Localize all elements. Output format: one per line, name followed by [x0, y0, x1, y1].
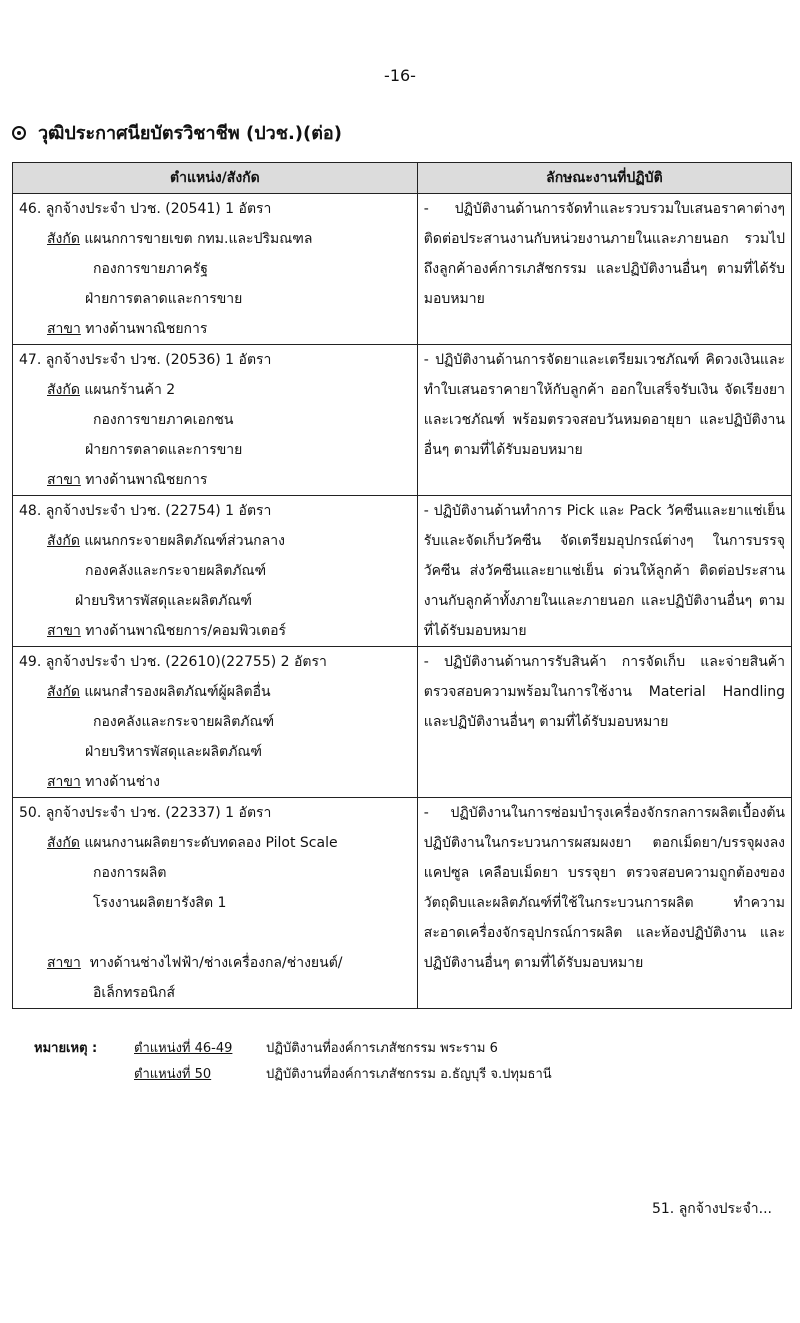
- org-division: กองการขายภาครัฐ: [93, 261, 208, 277]
- org-line: [19, 677, 411, 707]
- table-row: [13, 194, 792, 345]
- duties-cell: - ปฏิบัติงานด้านการรับสินค้า การจัดเก็บ และจ่ายสินค้า ตรวจสอบความพร้อมในการใช้งาน Material Handling และปฏิบัติงานอื่นๆ ตามที่ได้รับมอบหมาย: [417, 647, 791, 798]
- branch-line: [19, 314, 411, 344]
- section-heading: [12, 118, 342, 147]
- branch-name: ทางด้านพาณิชยการ: [85, 472, 208, 488]
- org-name: แผนกการขายเขต กทม.และปริมณฑล: [84, 231, 313, 247]
- column-header-position: ตำแหน่ง/สังกัด: [13, 163, 418, 194]
- position-cell: [13, 194, 418, 345]
- org-label: สังกัด: [47, 533, 80, 549]
- branch-line: [19, 465, 411, 495]
- page-number: -16-: [384, 66, 416, 85]
- org-division: กองคลังและกระจายผลิตภัณฑ์: [93, 714, 275, 730]
- org-division: กองคลังและกระจายผลิตภัณฑ์: [85, 563, 267, 579]
- position-title: 47. ลูกจ้างประจำ ปวช. (20536) 1 อัตรา: [19, 352, 272, 368]
- branch-name: ทางด้านพาณิชยการ/คอมพิวเตอร์: [85, 623, 286, 639]
- duties-cell: - ปฏิบัติงานด้านการจัดยาและเตรียมเวชภัณฑ์ คิดวงเงินและทำใบเสนอราคายาให้กับลูกค้า ออกใบเสร็จรับเงิน จัดเรียงยาและเวชภัณฑ์ พร้อมตรวจสอบวันหมดอายุยา และปฏิบัติงาน อื่นๆ ตามที่ได้รับมอบหมาย: [417, 345, 791, 496]
- org-name: แผนกงานผลิตยาระดับทดลอง Pilot Scale: [84, 835, 338, 851]
- note-value: ปฏิบัติงานที่องค์การเภสัชกรรม อ.ธัญบุรี จ.ปทุมธานี: [266, 1067, 552, 1082]
- org-department: โรงงานผลิตยารังสิต 1: [93, 895, 227, 911]
- table-row: [13, 647, 792, 798]
- note-row: [34, 1036, 552, 1062]
- position-title: 46. ลูกจ้างประจำ ปวช. (20541) 1 อัตรา: [19, 201, 272, 217]
- org-label: สังกัด: [47, 231, 80, 247]
- org-name: แผนกสำรองผลิตภัณฑ์ผู้ผลิตอื่น: [84, 684, 271, 700]
- branch-line: [19, 948, 411, 978]
- org-label: สังกัด: [47, 835, 80, 851]
- branch-label: สาขา: [47, 623, 81, 639]
- position-cell: [13, 647, 418, 798]
- branch-label: สาขา: [47, 774, 81, 790]
- branch-name: ทางด้านพาณิชยการ: [85, 321, 208, 337]
- continuation-text: 51. ลูกจ้างประจำ...: [651, 1201, 772, 1217]
- note-key: ตำแหน่งที่ 46-49: [134, 1041, 233, 1056]
- branch-line: [19, 767, 411, 797]
- table-row: [13, 798, 792, 1009]
- org-line: [19, 828, 411, 858]
- branch-name: ทางด้านช่าง: [85, 774, 160, 790]
- branch-extra: อิเล็กทรอนิกส์: [93, 985, 175, 1001]
- org-division: กองการขายภาคเอกชน: [93, 412, 234, 428]
- position-title: 50. ลูกจ้างประจำ ปวช. (22337) 1 อัตรา: [19, 805, 272, 821]
- table-row: [13, 496, 792, 647]
- duties-cell: - ปฏิบัติงานด้านการจัดทำและรวบรวมใบเสนอราคาต่างๆ ติดต่อประสานงานกับหน่วยงานภายในและภายนอก รวมไปถึงลูกค้าองค์การเภสัชกรรม และปฏิบัติงานอื่นๆ ตามที่ได้รับมอบหมาย: [417, 194, 791, 345]
- org-name: แผนกกระจายผลิตภัณฑ์ส่วนกลาง: [84, 533, 285, 549]
- org-department: ฝ่ายการตลาดและการขาย: [85, 291, 243, 307]
- branch-name: ทางด้านช่างไฟฟ้า/ช่างเครื่องกล/ช่างยนต์/: [89, 955, 343, 971]
- org-name: แผนกร้านค้า 2: [84, 382, 176, 398]
- org-label: สังกัด: [47, 684, 80, 700]
- branch-label: สาขา: [47, 955, 81, 971]
- position-cell: [13, 345, 418, 496]
- table-header-row: [13, 163, 792, 194]
- org-line: [19, 375, 411, 405]
- section-heading-text: วุฒิประกาศนียบัตรวิชาชีพ (ปวช.)(ต่อ): [38, 123, 342, 144]
- branch-line: [19, 616, 411, 646]
- duties-cell: - ปฏิบัติงานในการซ่อมบำรุงเครื่องจักรกลการผลิตเบื้องต้น ปฏิบัติงานในกระบวนการผสมผงยา ตอกเม็ดยา/บรรจุผงลงแคปซูล เคลือบเม็ดยา บรรจุยา ตรวจสอบความถูกต้องของวัตถุดิบและผลิตภัณฑ์ที่ใช้ในกระบวนการผลิต ทำความสะอาดเครื่องจักรอุปกรณ์การผลิต และห้องปฏิบัติงาน และปฏิบัติงานอื่นๆ ตามที่ได้รับมอบหมาย: [417, 798, 791, 1009]
- note-key: ตำแหน่งที่ 50: [134, 1067, 212, 1082]
- org-department: ฝ่ายการตลาดและการขาย: [85, 442, 243, 458]
- notes-section: [34, 1036, 552, 1088]
- org-department: ฝ่ายบริหารพัสดุและผลิตภัณฑ์: [85, 744, 262, 760]
- branch-label: สาขา: [47, 472, 81, 488]
- table-row: [13, 345, 792, 496]
- position-cell: [13, 496, 418, 647]
- note-value: ปฏิบัติงานที่องค์การเภสัชกรรม พระราม 6: [266, 1041, 498, 1056]
- notes-label: หมายเหตุ :: [34, 1041, 98, 1056]
- org-line: [19, 526, 411, 556]
- org-label: สังกัด: [47, 382, 80, 398]
- position-cell: [13, 798, 418, 1009]
- org-line: [19, 224, 411, 254]
- column-header-duties: ลักษณะงานที่ปฏิบัติ: [417, 163, 791, 194]
- duties-cell: - ปฏิบัติงานด้านทำการ Pick และ Pack วัคซีนและยาแช่เย็น รับและจัดเก็บวัคซีน จัดเตรียมอุปกรณ์ต่างๆ ในการบรรจุวัคซีน ส่งวัคซีนและยาแช่เย็น ด่วนให้ลูกค้า ติดต่อประสานงานกับลูกค้าทั้งภายในและภายนอก และปฏิบัติงานอื่นๆ ตามที่ได้รับมอบหมาย: [417, 496, 791, 647]
- job-positions-table: [12, 162, 792, 1009]
- org-department: ฝ่ายบริหารพัสดุและผลิตภัณฑ์: [75, 593, 252, 609]
- position-title: 49. ลูกจ้างประจำ ปวช. (22610)(22755) 2 อัตรา: [19, 654, 327, 670]
- branch-label: สาขา: [47, 321, 81, 337]
- circled-dot-bullet-icon: [12, 126, 26, 140]
- note-row: [34, 1062, 552, 1088]
- position-title: 48. ลูกจ้างประจำ ปวช. (22754) 1 อัตรา: [19, 503, 272, 519]
- org-division: กองการผลิต: [93, 865, 167, 881]
